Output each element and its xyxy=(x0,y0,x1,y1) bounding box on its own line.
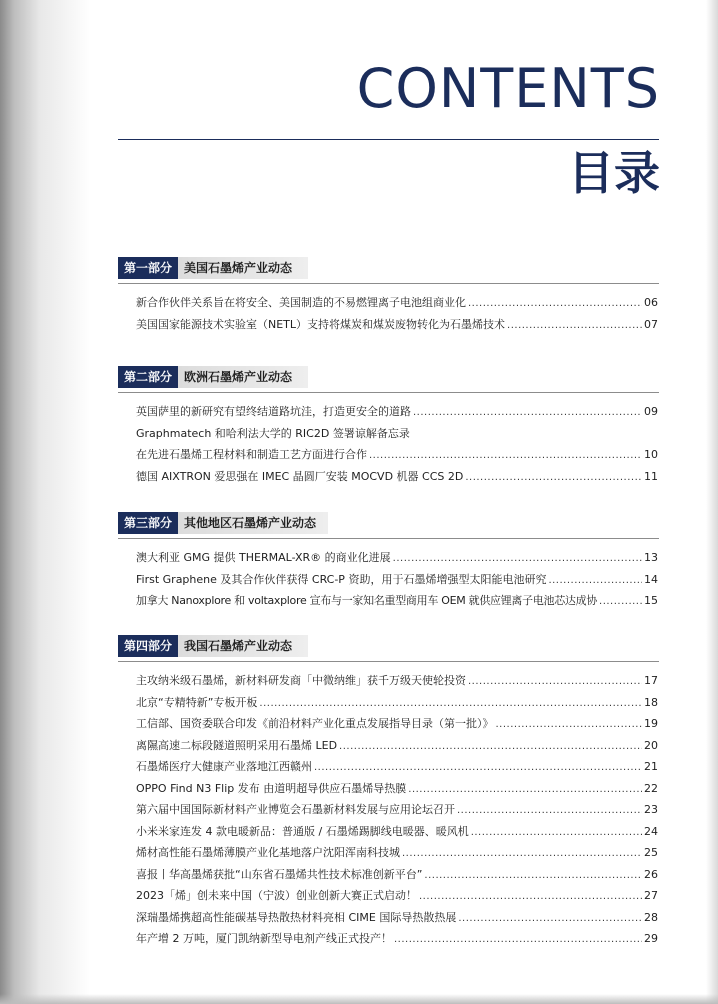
toc-entry[interactable] xyxy=(136,778,658,800)
toc-entry-title: 离隰高速二标段隧道照明采用石墨烯 LED xyxy=(136,738,338,752)
contents-title-cn: 目录 xyxy=(568,146,660,200)
toc-entry[interactable] xyxy=(136,692,658,714)
toc-entry-title: OPPO Find N3 Flip 发布 由道明超导供应石墨烯导热膜 xyxy=(136,781,407,795)
toc-entry[interactable] xyxy=(136,444,658,466)
dot-leader xyxy=(457,800,642,822)
section-title: 其他地区石墨烯产业动态 xyxy=(178,512,328,534)
section-2 xyxy=(118,366,659,487)
toc-entry[interactable] xyxy=(136,864,658,886)
toc-entry-page: 26 xyxy=(644,867,658,881)
section-divider xyxy=(118,283,659,284)
dot-leader xyxy=(402,843,642,865)
dot-leader xyxy=(339,736,642,758)
section-divider xyxy=(118,392,659,393)
toc-entry-title: 北京“专精特新”专板开板 xyxy=(136,695,258,709)
contents-title-en: CONTENTS xyxy=(356,57,660,120)
toc-entry[interactable] xyxy=(136,842,658,864)
section-1 xyxy=(118,257,659,335)
section-divider xyxy=(118,661,659,662)
toc-entry[interactable] xyxy=(136,590,658,612)
toc-entry-title: 年产增 2 万吨，厦门凯纳新型导电剂产线正式投产！ xyxy=(136,932,392,945)
toc-entry-page: 07 xyxy=(644,317,658,331)
toc-entry-page: 22 xyxy=(644,781,658,795)
toc-entry-page: 24 xyxy=(644,824,658,838)
toc-entry-page: 14 xyxy=(644,572,658,586)
dot-leader xyxy=(259,693,642,715)
toc-entry-title: 石墨烯医疗大健康产业落地江西赣州 xyxy=(136,760,312,773)
dot-leader xyxy=(548,570,642,592)
section-badge: 第一部分 xyxy=(118,257,178,279)
toc-entry-page: 27 xyxy=(644,889,658,902)
section-header xyxy=(118,366,659,388)
toc-entry-page: 25 xyxy=(644,846,658,859)
dot-leader xyxy=(408,779,642,801)
toc-entry-title: 烯材高性能石墨烯薄膜产业化基地落户沈阳浑南科技城 xyxy=(136,846,400,859)
toc-entry[interactable] xyxy=(136,670,658,692)
page-binding-shadow xyxy=(0,0,90,1004)
toc-entry-title: 在先进石墨烯工程材料和制造工艺方面进行合作 xyxy=(136,448,367,461)
toc-entry-title: 加拿大 Nanoxplore 和 voltaxplore 宣布与一家知名重型商用车 OEM 就供应锂离子电池芯达成协 xyxy=(136,594,598,607)
toc-entry-page: 29 xyxy=(644,932,658,945)
toc-entry[interactable] xyxy=(136,928,658,950)
section-header xyxy=(118,512,659,534)
dot-leader xyxy=(468,671,642,693)
toc-entry[interactable] xyxy=(136,569,658,591)
dot-leader xyxy=(424,865,642,887)
dot-leader xyxy=(369,445,642,467)
toc-entry-title: 小米米家连发 4 款电暖新品：普通版 / 石墨烯踢脚线电暖器、暖风机 xyxy=(136,824,469,838)
toc-entry[interactable] xyxy=(136,885,658,907)
toc-entry-title: 澳大利亚 GMG 提供 THERMAL-XR® 的商业化进展 xyxy=(136,551,391,564)
toc-entry-page: 15 xyxy=(644,594,658,607)
toc-entry[interactable] xyxy=(136,292,658,314)
toc-entry[interactable] xyxy=(136,735,658,757)
toc-entry-title: First Graphene 及其合作伙伴获得 CRC-P 资助，用于石墨烯增强型太阳能电池研究 xyxy=(136,572,547,586)
toc-entry-page: 20 xyxy=(644,738,658,752)
dot-leader xyxy=(465,467,642,489)
toc-entry[interactable] xyxy=(136,466,658,488)
toc-entry-title: 新合作伙伴关系旨在将安全、美国制造的不易燃锂离子电池组商业化 xyxy=(136,296,466,309)
section-3 xyxy=(118,512,659,612)
page-bottom-shadow xyxy=(0,994,718,1004)
page-edge xyxy=(706,0,718,1004)
dot-leader xyxy=(599,591,642,613)
section-badge: 第三部分 xyxy=(118,512,178,534)
toc-entry-page: 10 xyxy=(644,448,658,461)
toc-entry[interactable] xyxy=(136,907,658,929)
section-header xyxy=(118,635,659,657)
toc-entry-title: 德国 AIXTRON 爱思强在 IMEC 晶圆厂安装 MOCVD 机器 CCS 2D xyxy=(136,469,464,483)
toc-entry[interactable] xyxy=(136,821,658,843)
toc-entry-title: 主攻纳米级石墨烯，新材料研发商「中微纳维」获千万级天使轮投资 xyxy=(136,674,466,687)
dot-leader xyxy=(468,293,642,315)
section-title: 欧洲石墨烯产业动态 xyxy=(178,366,308,388)
section-badge: 第四部分 xyxy=(118,635,178,657)
toc-entry-page: 23 xyxy=(644,803,658,816)
toc-entry-title: 美国国家能源技术实验室（NETL）支持将煤炭和煤炭废物转化为石墨烯技术 xyxy=(136,317,506,331)
toc-entry-page: 17 xyxy=(644,674,658,687)
dot-leader xyxy=(314,757,642,779)
toc-entry-page: 06 xyxy=(644,296,658,309)
toc-entry[interactable] xyxy=(136,314,658,336)
section-badge: 第二部分 xyxy=(118,366,178,388)
toc-entry-page: 13 xyxy=(644,551,658,564)
toc-entry[interactable] xyxy=(136,401,658,423)
section-divider xyxy=(118,538,659,539)
toc-entry-page: 11 xyxy=(644,469,658,483)
dot-leader xyxy=(458,908,642,930)
toc-entry-page: 18 xyxy=(644,695,658,709)
toc-entry-title: 深瑞墨烯携超高性能碳基导热散热材料亮相 CIME 国际导热散热展 xyxy=(136,910,457,924)
toc-entry[interactable] xyxy=(136,756,658,778)
section-header xyxy=(118,257,659,279)
toc-entry-title: 喜报丨华高墨烯获批“山东省石墨烯共性技术标准创新平台” xyxy=(136,867,423,881)
toc-entry-page: 19 xyxy=(644,717,658,730)
toc-entry-title: 2023「烯」创未来中国（宁波）创业创新大赛正式启动！ xyxy=(136,889,417,902)
toc-entry-title: 英国萨里的新研究有望终结道路坑洼，打造更安全的道路 xyxy=(136,405,411,418)
section-title: 美国石墨烯产业动态 xyxy=(178,257,308,279)
dot-leader xyxy=(413,402,642,424)
toc-entry-title: 工信部、国资委联合印发《前沿材料产业化重点发展指导目录（第一批）》 xyxy=(136,717,494,730)
title-divider xyxy=(118,139,659,140)
toc-entry-page: 28 xyxy=(644,910,658,924)
toc-entry-title: Graphmatech 和哈利法大学的 RIC2D 签署谅解备忘录 xyxy=(136,426,410,440)
toc-entry[interactable] xyxy=(136,423,658,445)
toc-entry-title: 第六届中国国际新材料产业博览会石墨新材料发展与应用论坛召开 xyxy=(136,803,455,816)
dot-leader xyxy=(419,886,642,908)
dot-leader xyxy=(496,714,643,736)
toc-entry[interactable] xyxy=(136,713,658,735)
section-title: 我国石墨烯产业动态 xyxy=(178,635,308,657)
dot-leader xyxy=(393,548,642,570)
dot-leader xyxy=(394,929,642,951)
toc-entry[interactable] xyxy=(136,547,658,569)
dot-leader xyxy=(507,315,642,337)
toc-entry[interactable] xyxy=(136,799,658,821)
toc-entry-page: 21 xyxy=(644,760,658,773)
dot-leader xyxy=(471,822,642,844)
section-4 xyxy=(118,635,659,950)
toc-entry-page: 09 xyxy=(644,405,658,418)
